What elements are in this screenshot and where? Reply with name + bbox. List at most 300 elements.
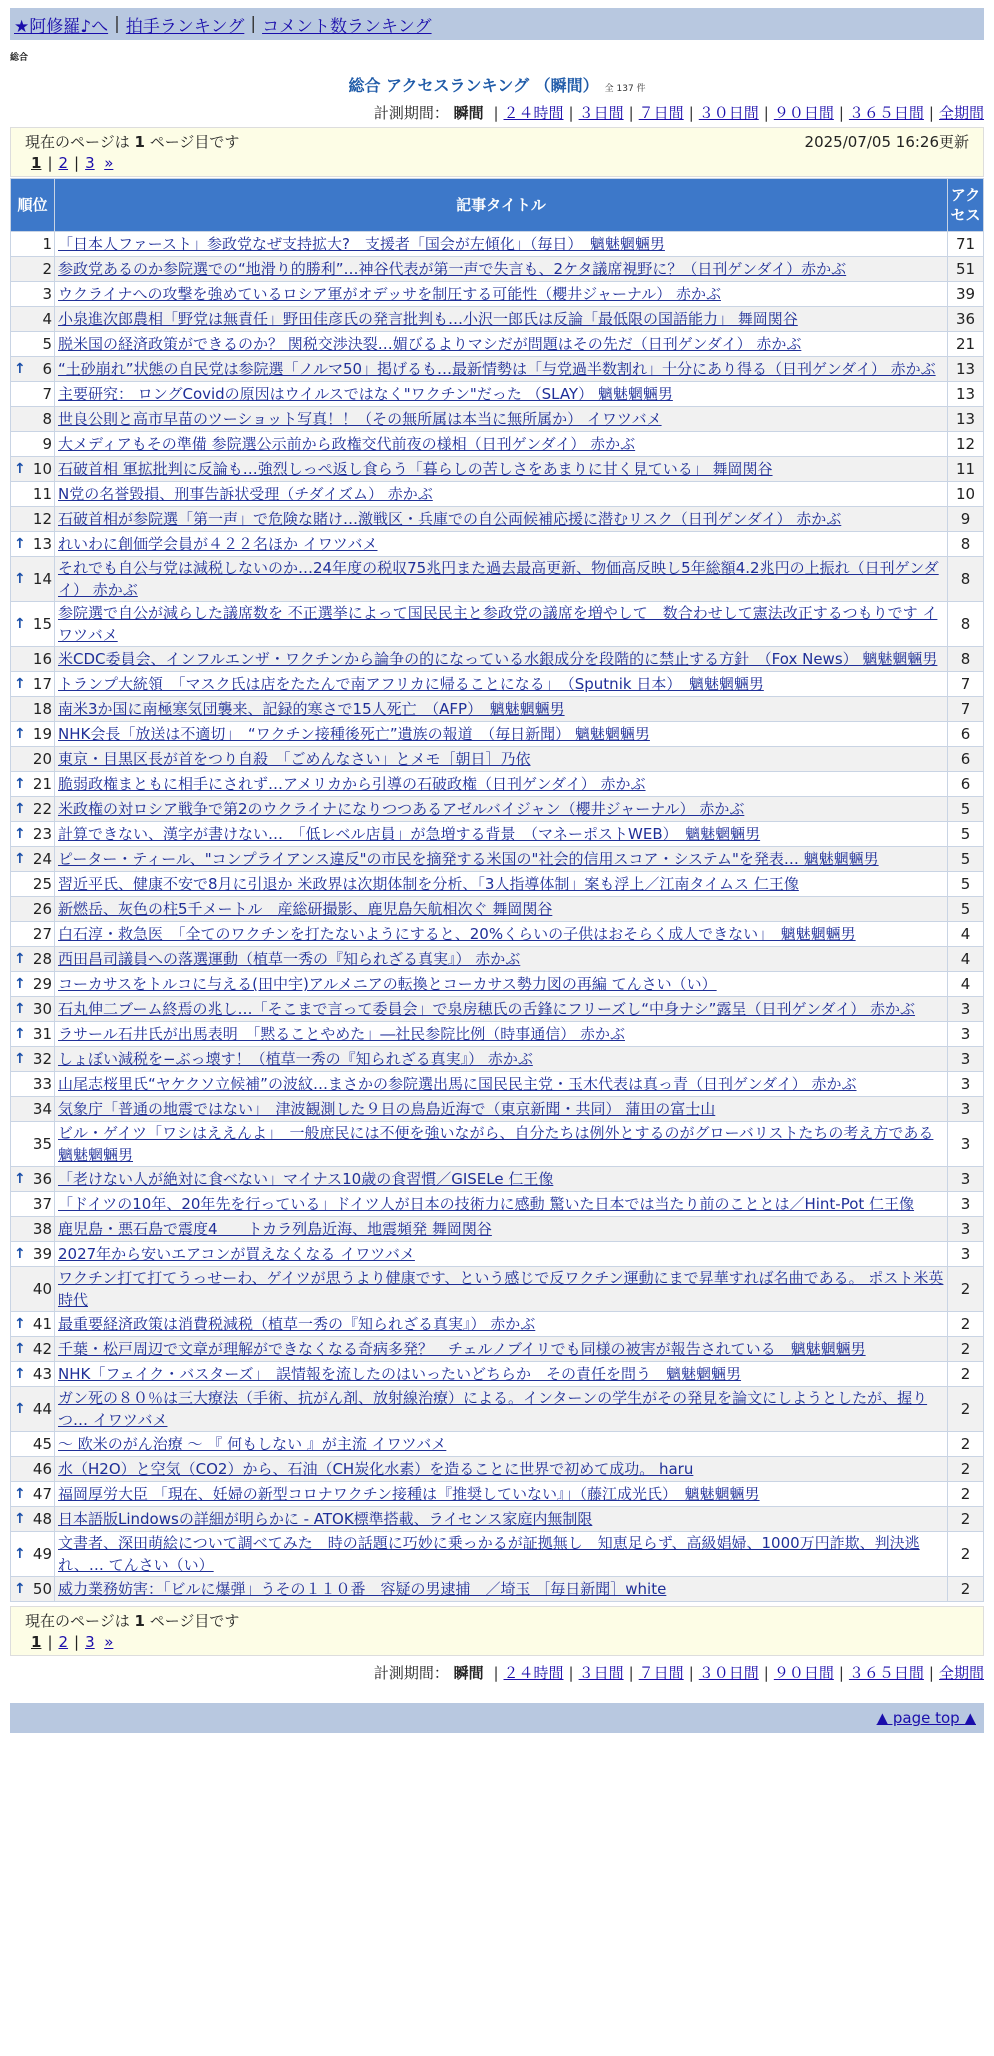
table-row	[11, 382, 984, 407]
table-row	[11, 1242, 984, 1267]
period-separator: |	[838, 104, 844, 122]
table-row	[11, 1532, 984, 1577]
title-cell	[55, 1577, 948, 1602]
rank-number: 39	[32, 1245, 52, 1263]
rank-cell	[11, 282, 55, 307]
title-cell	[55, 797, 948, 822]
article-title-link[interactable]: 南米3か国に南極寒気団襲来、記録的寒さで15人死亡 （AFP） 魑魅魍魎男	[58, 700, 565, 718]
rank-number: 8	[42, 410, 52, 428]
access-count: 4	[948, 972, 984, 997]
rank-cell	[11, 922, 55, 947]
article-title-link[interactable]: 小泉進次郎農相「野党は無責任」野田佳彦氏の発言批判も…小沢一郎氏は反論「最低限の国語能力」 舞岡関谷	[58, 310, 798, 328]
article-title-link[interactable]: 気象庁「普通の地震ではない」 津波観測した９日の鳥島近海で（東京新聞・共同） 蒲田の富士山	[58, 1100, 716, 1118]
period-label: 計測期間：	[373, 104, 449, 122]
period-separator: |	[928, 1664, 934, 1682]
table-row	[11, 1267, 984, 1312]
article-title-link[interactable]: 習近平氏、健康不安で8月に引退か 米政界は次期体制を分析、「3人指導体制」案も浮上／江南タイムス 仁王像	[58, 875, 799, 893]
title-cell	[55, 1532, 948, 1577]
title-cell	[55, 1432, 948, 1457]
rank-number: 1	[42, 235, 52, 253]
period-link[interactable]: ３０日間	[698, 1664, 759, 1682]
table-row	[11, 232, 984, 257]
rank-number: 14	[32, 570, 52, 588]
rank-number: 48	[32, 1510, 52, 1528]
title-cell	[55, 1362, 948, 1387]
period-link[interactable]: ７日間	[638, 1664, 684, 1682]
pager-separator: |	[74, 154, 80, 172]
article-title-link[interactable]: N党の名誉毀損、刑事告訴状受理（チダイズム） 赤かぶ	[58, 485, 433, 503]
article-title-link[interactable]: NHK「フェイク・バスターズ」 誤情報を流したのはいったいどちらか その責任を問う 魑魅魍魎男	[58, 1365, 742, 1383]
updated-timestamp: 2025/07/05 16:26更新	[804, 132, 969, 151]
up-arrow-icon: ↑	[14, 1546, 26, 1562]
rank-number: 3	[42, 285, 52, 303]
access-count: 6	[948, 772, 984, 797]
table-row	[11, 1507, 984, 1532]
article-title-link[interactable]: それでも自公与党は減税しないのか…24年度の税収75兆円また過去最高更新、物価高反映し5年総額4.2兆円の上振れ（日刊ゲンダイ） 赤かぶ	[58, 559, 939, 599]
header-access: アクセス	[948, 179, 984, 232]
table-row	[11, 1387, 984, 1432]
page-info-box-bottom	[10, 1606, 984, 1656]
article-title-link[interactable]: 2027年から安いエアコンが買えなくなる イワツバメ	[58, 1245, 415, 1263]
rank-cell	[11, 432, 55, 457]
rank-number: 13	[32, 535, 52, 553]
article-title-link[interactable]: 世良公則と高市早苗のツーショット写真！！（その無所属は本当に無所属か） イワツバメ	[58, 410, 662, 428]
title-cell	[55, 557, 948, 602]
access-count: 3	[948, 1217, 984, 1242]
rank-cell	[11, 747, 55, 772]
rank-number: 34	[32, 1100, 52, 1118]
pager-next-link[interactable]: »	[104, 1633, 114, 1651]
article-title-link[interactable]: 白石淳・救急医 「全てのワクチンを打たないようにすると、20%くらいの子供はおそらく成人できない」 魑魅魍魎男	[58, 925, 856, 943]
article-title-link[interactable]: れいわに創価学会員が４２２名ほか イワツバメ	[58, 535, 378, 553]
table-row	[11, 557, 984, 602]
access-count: 5	[948, 897, 984, 922]
title-cell	[55, 997, 948, 1022]
article-title-link[interactable]: 脱米国の経済政策ができるのか？ 関税交渉決裂…媚びるよりマシだが問題はその先だ（日刊ゲンダイ） 赤かぶ	[58, 335, 802, 353]
article-title-link[interactable]: 米政権の対ロシア戦争で第2のウクライナになりつつあるアゼルバイジャン（櫻井ジャーナル） 赤かぶ	[58, 800, 745, 818]
page-top-link[interactable]: ▲ page top ▲	[876, 1709, 976, 1727]
rank-number: 36	[32, 1170, 52, 1188]
rank-number: 49	[32, 1545, 52, 1563]
rank-cell	[11, 457, 55, 482]
rank-cell	[11, 1267, 55, 1312]
table-row	[11, 1097, 984, 1122]
article-title-link[interactable]: 山尾志桜里氏“ヤケクソ立候補”の波紋…まさかの参院選出馬に国民民主党・玉木代表は真っ青（日刊ゲンダイ） 赤かぶ	[58, 1075, 857, 1093]
title-cell	[55, 457, 948, 482]
rank-cell	[11, 232, 55, 257]
article-title-link[interactable]: 参院選で自公が減らした議席数を 不正選挙によって国民民主と参政党の議席を増やして 数合わせして憲法改正するつもりです イワツバメ	[58, 604, 938, 644]
rank-number: 16	[32, 650, 52, 668]
rank-number: 31	[32, 1025, 52, 1043]
title-cell	[55, 1167, 948, 1192]
pager-separator: |	[47, 154, 53, 172]
period-link[interactable]: ２４時間	[503, 104, 564, 122]
article-title-link[interactable]: 西田昌司議員への落選運動（植草一秀の『知られざる真実』） 赤かぶ	[58, 950, 521, 968]
period-separator: |	[493, 1664, 499, 1682]
pager-top	[25, 152, 969, 174]
title-cell	[55, 1217, 948, 1242]
pager-page-link[interactable]: 3	[85, 154, 95, 172]
table-row	[11, 332, 984, 357]
article-title-link[interactable]: 東京・目黒区長が首をつり自殺 「ごめんなさい」とメモ［朝日］乃依	[58, 750, 531, 768]
access-count: 3	[948, 1242, 984, 1267]
table-row	[11, 647, 984, 672]
rank-number: 19	[32, 725, 52, 743]
title-cell	[55, 232, 948, 257]
period-link[interactable]: ３６５日間	[848, 1664, 924, 1682]
title-cell	[55, 697, 948, 722]
title-cell	[55, 1097, 948, 1122]
title-cell	[55, 1312, 948, 1337]
table-row	[11, 1577, 984, 1602]
table-row	[11, 1022, 984, 1047]
rank-cell	[11, 1167, 55, 1192]
up-arrow-icon: ↑	[14, 676, 26, 692]
table-row	[11, 672, 984, 697]
rank-number: 43	[32, 1365, 52, 1383]
article-title-link[interactable]: 米CDC委員会、インフルエンザ・ワクチンから論争の的になっている水銀成分を段階的に禁止する方針 （Fox News） 魑魅魍魎男	[58, 650, 938, 668]
access-count: 5	[948, 872, 984, 897]
table-row	[11, 282, 984, 307]
rank-cell	[11, 1242, 55, 1267]
access-count: 10	[948, 482, 984, 507]
rank-number: 5	[42, 335, 52, 353]
access-count: 51	[948, 257, 984, 282]
title-cell	[55, 872, 948, 897]
pager-bottom	[25, 1631, 969, 1653]
up-arrow-icon: ↑	[14, 461, 26, 477]
table-row	[11, 1312, 984, 1337]
title-cell	[55, 1457, 948, 1482]
rank-number: 42	[32, 1340, 52, 1358]
access-count: 2	[948, 1267, 984, 1312]
rank-cell	[11, 672, 55, 697]
access-count: 13	[948, 382, 984, 407]
article-title-link[interactable]: しょぼい減税を−ぶっ壊す！（植草一秀の『知られざる真実』） 赤かぶ	[58, 1050, 533, 1068]
title-cell	[55, 747, 948, 772]
up-arrow-icon: ↑	[14, 1001, 26, 1017]
article-title-link[interactable]: “土砂崩れ”状態の自民党は参院選「ノルマ50」掲げるも…最新情勢は「与党過半数割れ」十分にあり得る（日刊ゲンダイ） 赤かぶ	[58, 360, 936, 378]
rank-number: 29	[32, 975, 52, 993]
article-title-link[interactable]: 主要研究： ロングCovidの原因はウイルスではなく"ワクチン"だった （SLAY） 魑魅魍魎男	[58, 385, 673, 403]
access-count: 2	[948, 1457, 984, 1482]
access-count: 21	[948, 332, 984, 357]
access-count: 39	[948, 282, 984, 307]
top-nav-bar	[10, 8, 984, 40]
period-separator: |	[628, 1664, 634, 1682]
rank-cell	[11, 1217, 55, 1242]
article-title-link[interactable]: 福岡厚労大臣 「現在、妊婦の新型コロナワクチン接種は『推奨していない』」（藤江成光氏） 魑魅魍魎男	[58, 1485, 760, 1503]
period-link[interactable]: ９０日間	[773, 104, 834, 122]
rank-cell	[11, 1047, 55, 1072]
rank-cell	[11, 772, 55, 797]
title-cell	[55, 847, 948, 872]
period-current: 瞬間	[453, 1664, 484, 1682]
up-arrow-icon: ↑	[14, 1511, 26, 1527]
rank-number: 44	[32, 1400, 52, 1418]
article-title-link[interactable]: コーカサスをトルコに与える(田中宇)アルメニアの転換とコーカサス勢力図の再編 てんさい（い）	[58, 975, 717, 993]
rank-number: 11	[32, 485, 52, 503]
rank-cell	[11, 972, 55, 997]
period-link[interactable]: ２４時間	[503, 1664, 564, 1682]
article-title-link[interactable]: 石丸伸二ブーム終焉の兆し…「そこまで言って委員会」で泉房穂氏の舌鋒にフリーズし“中身ナシ”露呈（日刊ゲンダイ） 赤かぶ	[58, 1000, 916, 1018]
article-title-link[interactable]: 参政党あるのか参院選での“地滑り的勝利”…神谷代表が第一声で失言も、2ケタ議席視野に？（日刊ゲンダイ）赤かぶ	[58, 260, 847, 278]
access-count: 2	[948, 1577, 984, 1602]
up-arrow-icon: ↑	[14, 801, 26, 817]
rank-cell	[11, 797, 55, 822]
article-title-link[interactable]: 「ドイツの10年、20年先を行っている」ドイツ人が日本の技術力に感動 驚いた日本では当たり前のこととは／Hint-Pot 仁王像	[58, 1195, 915, 1213]
title-cell	[55, 947, 948, 972]
period-separator: |	[688, 1664, 694, 1682]
table-row	[11, 1122, 984, 1167]
access-count: 8	[948, 602, 984, 647]
up-arrow-icon: ↑	[14, 1581, 26, 1597]
title-cell	[55, 1047, 948, 1072]
access-count: 3	[948, 997, 984, 1022]
rank-number: 41	[32, 1315, 52, 1333]
rank-number: 33	[32, 1075, 52, 1093]
up-arrow-icon: ↑	[14, 1171, 26, 1187]
period-link[interactable]: 全期間	[938, 104, 984, 122]
rank-number: 26	[32, 900, 52, 918]
period-link[interactable]: ３日間	[578, 104, 624, 122]
up-arrow-icon: ↑	[14, 951, 26, 967]
rank-number: 50	[32, 1580, 52, 1598]
access-count: 36	[948, 307, 984, 332]
table-row	[11, 847, 984, 872]
rank-cell	[11, 1022, 55, 1047]
rank-cell	[11, 1122, 55, 1167]
article-title-link[interactable]: 文書者、深田萌絵について調べてみた 時の話題に巧妙に乗っかるが証拠無し 知恵足らず、高級娼婦、1000万円詐欺、判決逃れ、… てんさい（い）	[58, 1534, 920, 1574]
article-title-link[interactable]: 最重要経済政策は消費税減税（植草一秀の『知られざる真実』） 赤かぶ	[58, 1315, 536, 1333]
rank-cell	[11, 1577, 55, 1602]
rank-cell	[11, 1387, 55, 1432]
period-current: 瞬間	[453, 104, 484, 122]
access-count: 5	[948, 797, 984, 822]
period-link[interactable]: ３６５日間	[848, 104, 924, 122]
up-arrow-icon: ↑	[14, 826, 26, 842]
rank-number: 18	[32, 700, 52, 718]
article-title-link[interactable]: トランプ大統領 「マスク氏は店をたたんで南アフリカに帰ることになる」 （Sputnik 日本） 魑魅魍魎男	[58, 675, 764, 693]
access-count: 5	[948, 822, 984, 847]
rank-cell	[11, 602, 55, 647]
rank-number: 22	[32, 800, 52, 818]
header-title: 記事タイトル	[55, 179, 948, 232]
table-row	[11, 1432, 984, 1457]
period-link[interactable]: 全期間	[938, 1664, 984, 1682]
article-title-link[interactable]: ～ 欧米のがん治療 ～ 『 何もしない 』が主流 イワツバメ	[58, 1435, 447, 1453]
table-row	[11, 1337, 984, 1362]
access-count: 3	[948, 1047, 984, 1072]
article-title-link[interactable]: 日本語版Lindowsの詳細が明らかに - ATOK標準搭載、ライセンス家庭内無制限	[58, 1510, 593, 1528]
rank-cell	[11, 1507, 55, 1532]
pager-page-link[interactable]: 2	[58, 154, 69, 172]
title-cell	[55, 407, 948, 432]
rank-number: 4	[42, 310, 52, 328]
period-selector-bottom	[10, 1662, 984, 1683]
header-rank: 順位	[11, 179, 55, 232]
title-cell	[55, 532, 948, 557]
rank-number: 25	[32, 875, 52, 893]
rank-number: 37	[32, 1195, 52, 1213]
title-cell	[55, 307, 948, 332]
article-title-link[interactable]: ラサール石井氏が出馬表明 「黙ることやめた」―社民参院比例（時事通信） 赤かぶ	[58, 1025, 625, 1043]
table-row	[11, 747, 984, 772]
title-cell	[55, 332, 948, 357]
table-row	[11, 1047, 984, 1072]
rank-cell	[11, 1192, 55, 1217]
rank-number: 46	[32, 1460, 52, 1478]
access-count: 2	[948, 1337, 984, 1362]
title-cell	[55, 1022, 948, 1047]
table-row	[11, 997, 984, 1022]
up-arrow-icon: ↑	[14, 726, 26, 742]
table-row	[11, 822, 984, 847]
article-title-link[interactable]: 石破首相が参院選「第一声」で危険な賭け…激戦区・兵庫での自公両候補応援に潜むリスク（日刊ゲンダイ） 赤かぶ	[58, 510, 842, 528]
table-row	[11, 972, 984, 997]
rank-cell	[11, 722, 55, 747]
ranking-title-text: 総合 アクセスランキング （瞬間）	[348, 76, 599, 95]
period-link[interactable]: ３日間	[578, 1664, 624, 1682]
title-cell	[55, 1122, 948, 1167]
current-page-text: 現在のページは 1 ページ目です	[25, 1611, 240, 1630]
article-title-link[interactable]: 「老けない人が絶対に食べない」マイナス10歳の食習慣／GISELe 仁王像	[58, 1170, 554, 1188]
article-title-link[interactable]: 千葉・松戸周辺で文章が理解ができなくなる奇病多発？ チェルノブイリでも同様の被害が報告されている 魑魅魍魎男	[58, 1340, 866, 1358]
article-title-link[interactable]: ガン死の８０％は三大療法（手術、抗がん剤、放射線治療）による。インターンの学生がその発見を論文にしようとしたが、握りつ… イワツバメ	[58, 1389, 928, 1429]
ranking-table	[10, 178, 984, 1602]
rank-cell	[11, 1457, 55, 1482]
ranking-title	[10, 73, 984, 96]
title-cell	[55, 722, 948, 747]
title-cell	[55, 1482, 948, 1507]
period-link[interactable]: ７日間	[638, 104, 684, 122]
table-row	[11, 947, 984, 972]
article-title-link[interactable]: NHK会長「放送は不適切」 “ワクチン接種後死亡”遺族の報道 （毎日新聞） 魑魅魍魎男	[58, 725, 650, 743]
rank-cell	[11, 1097, 55, 1122]
access-count: 11	[948, 457, 984, 482]
page-info-box-top	[10, 127, 984, 177]
article-title-link[interactable]: ピーター・ティール、"コンプライアンス違反"の市民を摘発する米国の"社会的信用スコア・システム"を発表… 魑魅魍魎男	[58, 850, 879, 868]
article-title-link[interactable]: 脆弱政権まともに相手にされず…アメリカから引導の石破政権（日刊ゲンダイ） 赤かぶ	[58, 775, 646, 793]
period-separator: |	[493, 104, 499, 122]
title-cell	[55, 647, 948, 672]
access-count: 3	[948, 1097, 984, 1122]
pager-page-link[interactable]: 3	[85, 1633, 95, 1651]
access-count: 8	[948, 647, 984, 672]
applause-ranking-link[interactable]: 拍手ランキング	[125, 16, 245, 37]
access-count: 71	[948, 232, 984, 257]
table-row	[11, 432, 984, 457]
rank-number: 40	[32, 1280, 52, 1298]
rank-number: 20	[32, 750, 52, 768]
rank-number: 38	[32, 1220, 52, 1238]
article-title-link[interactable]: ビル・ゲイツ「ワシはええんよ」 一般庶民には不便を強いながら、自分たちは例外とするのがグローバリストたちの考え方である 魑魅魍魎男	[58, 1124, 934, 1164]
access-count: 8	[948, 532, 984, 557]
rank-number: 35	[32, 1135, 52, 1153]
access-count: 7	[948, 697, 984, 722]
period-link[interactable]: ３０日間	[698, 104, 759, 122]
pager-separator: |	[47, 1633, 53, 1651]
table-row	[11, 1217, 984, 1242]
table-row	[11, 772, 984, 797]
table-row	[11, 1362, 984, 1387]
home-link[interactable]: ★阿修羅♪へ	[14, 16, 109, 37]
period-link[interactable]: ９０日間	[773, 1664, 834, 1682]
access-count: 2	[948, 1312, 984, 1337]
article-title-link[interactable]: ウクライナへの攻撃を強めているロシア軍がオデッサを制圧する可能性（櫻井ジャーナル） 赤かぶ	[58, 285, 721, 303]
rank-cell	[11, 1362, 55, 1387]
article-title-link[interactable]: 水（H2O）と空気（CO2）から、石油（CH炭化水素）を造ることに世界で初めて成功。 haru	[58, 1460, 694, 1478]
up-arrow-icon: ↑	[14, 616, 26, 632]
up-arrow-icon: ↑	[14, 1316, 26, 1332]
up-arrow-icon: ↑	[14, 1051, 26, 1067]
rank-cell	[11, 307, 55, 332]
rank-cell	[11, 507, 55, 532]
table-row	[11, 357, 984, 382]
nav-separator: |	[114, 14, 120, 34]
rank-number: 45	[32, 1435, 52, 1453]
article-title-link[interactable]: 鹿児島・悪石島で震度4 トカラ列島近海、地震頻発 舞岡関谷	[58, 1220, 492, 1238]
title-cell	[55, 507, 948, 532]
rank-number: 23	[32, 825, 52, 843]
up-arrow-icon: ↑	[14, 1026, 26, 1042]
article-title-link[interactable]: 大メディアもその準備 参院選公示前から政権交代前夜の様相（日刊ゲンダイ） 赤かぶ	[58, 435, 636, 453]
rank-cell	[11, 1312, 55, 1337]
up-arrow-icon: ↑	[14, 851, 26, 867]
rank-number: 15	[32, 615, 52, 633]
table-row	[11, 872, 984, 897]
article-title-link[interactable]: 新燃岳、灰色の柱5千メートル 産総研撮影、鹿児島矢航相次ぐ 舞岡関谷	[58, 900, 553, 918]
pager-current-page: 1	[31, 154, 42, 172]
article-title-link[interactable]: ワクチン打て打てうっせーわ、ゲイツが思うより健康です、という感じで反ワクチン運動にまで昇華すれば名曲である。 ポスト米英時代	[58, 1269, 944, 1309]
comment-ranking-link[interactable]: コメント数ランキング	[262, 16, 432, 37]
pager-next-link[interactable]: »	[104, 154, 114, 172]
rank-number: 9	[42, 435, 52, 453]
title-cell	[55, 482, 948, 507]
article-title-link[interactable]: 威力業務妨害：「ビルに爆弾」うその１１０番 容疑の男逮捕 ／埼玉 ［毎日新聞］white	[58, 1580, 667, 1598]
rank-number: 30	[32, 1000, 52, 1018]
article-title-link[interactable]: 「日本人ファースト」参政党なぜ支持拡大? 支援者「国会が左傾化」（毎日） 魑魅魍魎男	[58, 235, 665, 253]
up-arrow-icon: ↑	[14, 1366, 26, 1382]
rank-number: 27	[32, 925, 52, 943]
rank-cell	[11, 947, 55, 972]
title-cell	[55, 602, 948, 647]
table-row	[11, 532, 984, 557]
title-cell	[55, 1387, 948, 1432]
current-page-text: 現在のページは 1 ページ目です	[25, 132, 240, 151]
table-row	[11, 602, 984, 647]
access-count: 2	[948, 1432, 984, 1457]
rank-cell	[11, 847, 55, 872]
access-count: 13	[948, 357, 984, 382]
access-count: 6	[948, 747, 984, 772]
table-row	[11, 697, 984, 722]
rank-number: 24	[32, 850, 52, 868]
table-header-row	[11, 179, 984, 232]
access-count: 4	[948, 947, 984, 972]
rank-number: 17	[32, 675, 52, 693]
pager-page-link[interactable]: 2	[58, 1633, 69, 1651]
article-title-link[interactable]: 石破首相 軍拡批判に反論も…強烈しっぺ返し食らう「暮らしの苦しさをあまりに甘く見ている」 舞岡関谷	[58, 460, 773, 478]
title-cell	[55, 1072, 948, 1097]
ranking-total-count: 全 137 件	[604, 84, 646, 94]
table-row	[11, 482, 984, 507]
up-arrow-icon: ↑	[14, 1341, 26, 1357]
rank-number: 47	[32, 1485, 52, 1503]
article-title-link[interactable]: 計算できない、漢字が書けない… 「低レベル店員」が急増する背景 （マネーポストWEB） 魑魅魍魎男	[58, 825, 761, 843]
table-row	[11, 307, 984, 332]
rank-cell	[11, 357, 55, 382]
